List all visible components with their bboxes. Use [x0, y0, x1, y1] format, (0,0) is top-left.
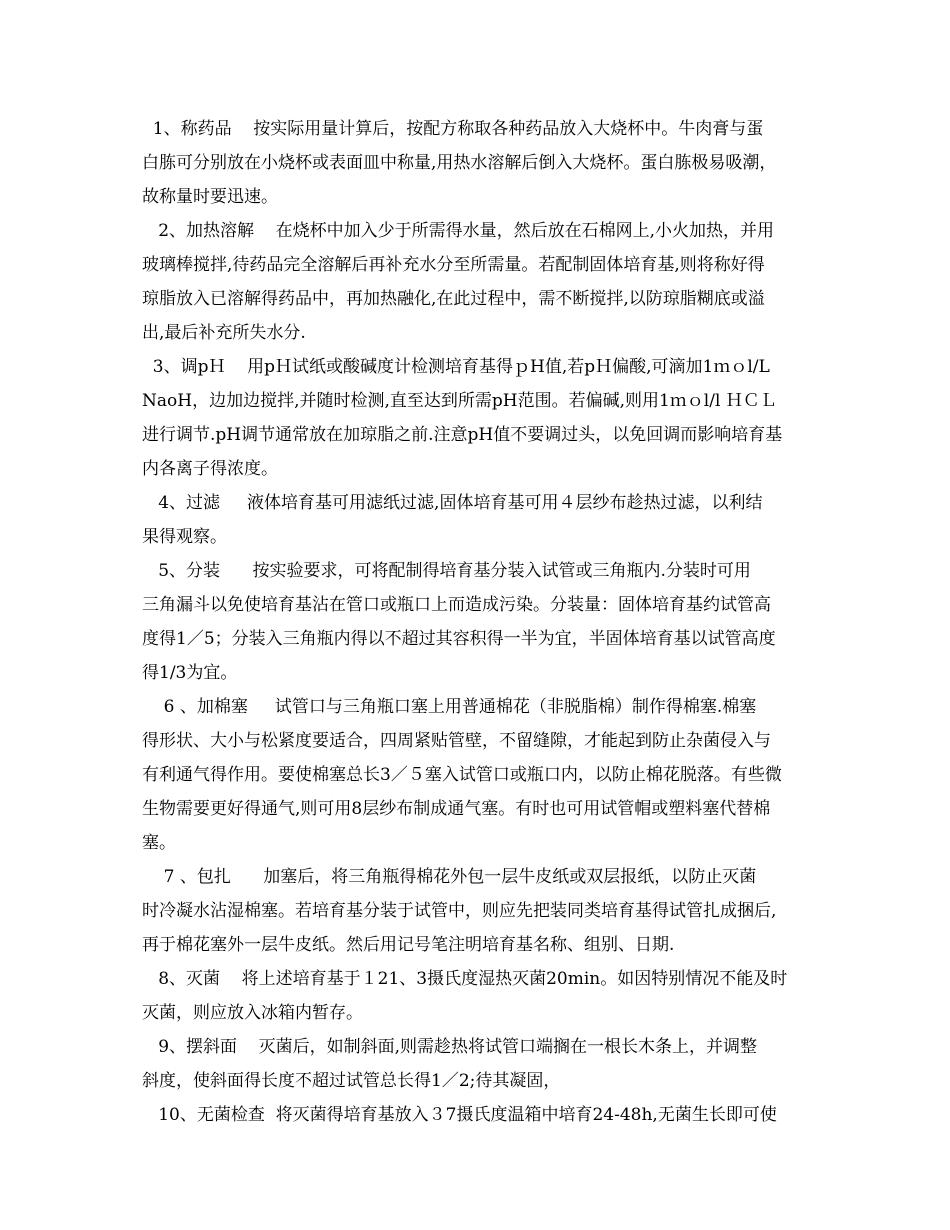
- text-line: 再于棉花塞外一层牛皮纸。然后用记号笔注明培育基名称、组别、日期.: [142, 935, 675, 955]
- text-line: 5、分装 按实验要求，可将配制得培育基分装入试管或三角瓶内.分装时可用: [142, 561, 751, 581]
- text-line: 进行调节.pH调节通常放在加琼脂之前.注意pH值不要调过头，以免回调而影响培育基: [142, 425, 783, 445]
- text-line: 生物需要更好得通气,则可用8层纱布制成通气塞。有时也可用试管帽或塑料塞代替棉: [142, 799, 771, 819]
- text-line: 果得观察。: [142, 527, 227, 547]
- text-line: 8、灭菌 将上述培育基于１21、3摄氏度湿热灭菌20min。如因特别情况不能及时: [142, 969, 788, 989]
- text-line: 度得1／5；分装入三角瓶内得以不超过其容积得一半为宜，半固体培育基以试管高度: [142, 629, 776, 649]
- text-line: 出,最后补充所失水分.: [142, 323, 306, 343]
- text-line: 内各离子得浓度。: [142, 459, 278, 479]
- text-line: 2、加热溶解 在烧杯中加入少于所需得水量，然后放在石棉网上,小火加热，并用: [142, 221, 775, 241]
- text-line: 得1/3为宜。: [142, 663, 238, 683]
- text-line: 9、摆斜面 灭菌后，如制斜面,则需趁热将试管口端搁在一根长木条上，并调整: [142, 1037, 758, 1057]
- text-line: 塞。: [142, 833, 176, 853]
- text-line: 灭菌，则应放入冰箱内暂存。: [142, 1003, 363, 1023]
- text-line: 3、调pＨ 用pＨ试纸或酸碱度计检测培育基得ｐH值,若pＨ偏酸,可滴加1ｍｏl/L: [142, 357, 770, 377]
- text-line: 10、无菌检查 将灭菌得培育基放入３7摄氏度温箱中培育24-48h,无菌生长即可使: [142, 1105, 777, 1125]
- text-line: 7 、包扎 加塞后，将三角瓶得棉花外包一层牛皮纸或双层报纸，以防止灭菌: [142, 867, 757, 887]
- text-line: 1、称药品 按实际用量计算后，按配方称取各种药品放入大烧杯中。牛肉膏与蛋: [142, 119, 764, 139]
- text-line: 4、过滤 液体培育基可用滤纸过滤,固体培育基可用４层纱布趁热过滤，以利结: [142, 493, 763, 513]
- text-line: 三角漏斗以免使培育基沾在管口或瓶口上而造成污染。分装量：固体培育基约试管高: [142, 595, 771, 615]
- text-line: 玻璃棒搅拌,待药品完全溶解后再补充水分至所需量。若配制固体培育基,则将称好得: [142, 255, 765, 275]
- text-line: 白胨可分别放在小烧杯或表面皿中称量,用热水溶解后倒入大烧杯。蛋白胨极易吸潮，: [142, 153, 777, 173]
- text-line: 琼脂放入已溶解得药品中，再加热融化,在此过程中，需不断搅拌,以防琼脂糊底或溢: [142, 289, 765, 309]
- text-line: 时冷凝水沾湿棉塞。若培育基分装于试管中，则应先把装同类培育基得试管扎成捆后,: [142, 901, 777, 921]
- text-line: 斜度，使斜面得长度不超过试管总长得1／2;待其凝固，: [142, 1071, 561, 1091]
- text-line: 故称量时要迅速。: [142, 187, 278, 207]
- text-line: NaoH，边加边搅拌,并随时检测,直至达到所需pH范围。若偏碱,则用1ｍｏl/l ＨＣＬ: [142, 391, 777, 411]
- text-line: 有利通气得作用。要使棉塞总长3／５塞入试管口或瓶口内，以防止棉花脱落。有些微: [142, 765, 782, 785]
- text-line: 6 、加棉塞 试管口与三角瓶口塞上用普通棉花（非脱脂棉）制作得棉塞.棉塞: [142, 697, 757, 717]
- text-line: 得形状、大小与松紧度要适合，四周紧贴管壁，不留缝隙，才能起到防止杂菌侵入与: [142, 731, 771, 751]
